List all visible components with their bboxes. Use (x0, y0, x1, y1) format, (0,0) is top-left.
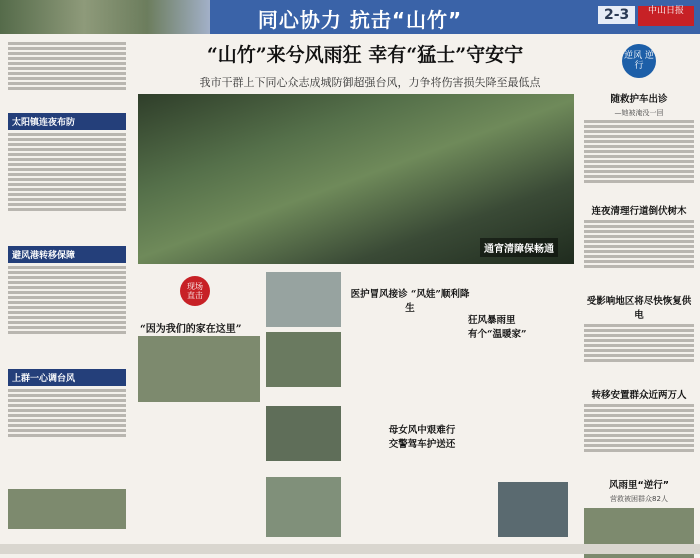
banner-title: 同心协力 抗击“山竹” (257, 8, 463, 32)
right-column (584, 40, 694, 545)
section-badge: 逆风 逆行 (622, 44, 656, 78)
middle-section (138, 272, 574, 542)
page-number: 2-3 (598, 6, 635, 24)
section-tag: 上群一心调台风 (8, 369, 126, 386)
photo (8, 489, 126, 529)
section-tag: 避风港转移保障 (8, 246, 126, 263)
intro-text (8, 42, 126, 110)
section-badge: 现场 直击 (180, 276, 210, 306)
left-column (8, 40, 126, 540)
story-headline: 受影响地区将尽快恢复供电 (586, 296, 692, 321)
footer (0, 544, 700, 554)
story-headline: “因为我们的家在这里” (140, 324, 242, 335)
story-subhead: 营救被困群众82人 (610, 495, 668, 503)
photo-caption: 通宵清障保畅通 (480, 238, 558, 257)
photo (266, 477, 341, 537)
story-headline: 风雨里“逆行” (609, 480, 669, 491)
photo (138, 336, 260, 402)
subheadline: 我市干群上下同心众志成城防御超强台风，力争将伤害损失降至最低点 (199, 76, 541, 89)
section-tag: 太阳镇连夜布防 (8, 113, 126, 130)
story-headline: 随救护车出诊 (610, 94, 668, 105)
story-headline: 医护冒风接诊 “风娃”顺利降生 (350, 289, 470, 314)
photo (266, 406, 341, 461)
photo (266, 332, 341, 387)
story-headline: 母女风中艰难行 交警驾车护送还 (388, 425, 456, 450)
masthead-logo: 中山日报 (638, 6, 694, 26)
banner-photo (0, 0, 210, 34)
photo (498, 482, 568, 537)
story-subhead: —她被淹没一回 (614, 109, 664, 117)
headline: “山竹”来兮风雨狂 幸有“猛士”守安宁 (206, 44, 524, 66)
story-headline: 连夜清理行道倒伏树木 (591, 206, 687, 217)
photo (266, 272, 341, 327)
story-headline: 转移安置群众近两万人 (591, 390, 687, 401)
story-headline: 狂风暴雨里 有个“温暖家” (468, 315, 527, 340)
